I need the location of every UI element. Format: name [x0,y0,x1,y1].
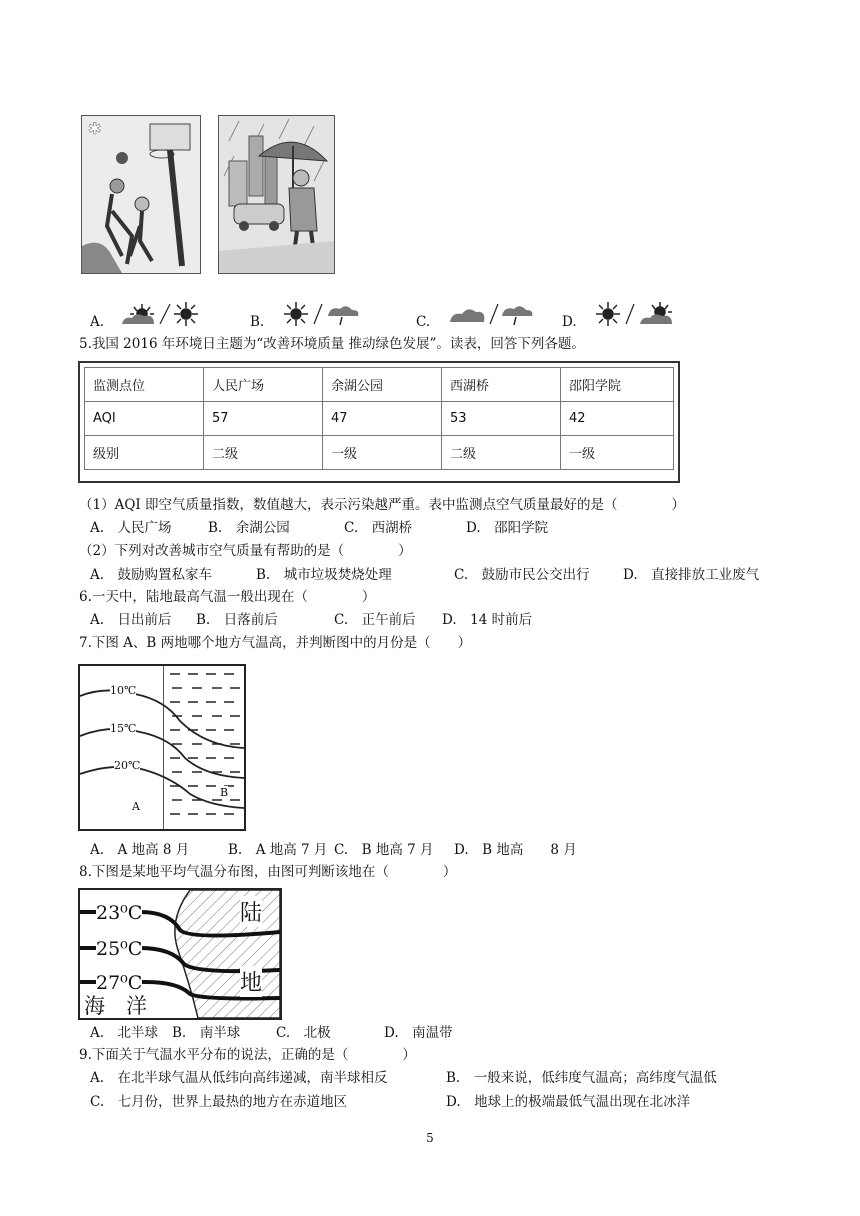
q8-stem: 8.下图是某地平均气温分布图，由图可判断该地在（ ） [79,864,457,880]
table-cell: 邵阳学院 [561,368,674,402]
q6-option-b[interactable]: B. 日落前后 [196,612,278,628]
table-cell: 47 [323,402,442,436]
q7-stem: 7.下图 A、B 两地哪个地方气温高，并判断图中的月份是（ ） [79,635,472,651]
q8-option-d[interactable]: D. 南温带 [384,1025,453,1041]
table-row [85,436,674,470]
q7-option-b[interactable]: B. A 地高 7 月 [228,842,328,858]
option-letter: C. [416,314,431,330]
table-cell: 人民广场 [204,368,323,402]
point-a-label: A [132,800,140,813]
aqi-table-frame [78,361,680,483]
isotherm-label-23: 23⁰C [96,902,143,924]
q5-sub2-option-d[interactable]: D. 直接排放工业废气 [623,567,760,583]
isotherm-label-20: 20℃ [114,759,141,772]
isotherm-label-10: 10℃ [110,684,137,697]
page-number: 5 [426,1131,434,1145]
aqi-table [84,367,674,470]
table-cell: 一级 [561,436,674,470]
q7-option-c[interactable]: C. B 地高 7 月 [334,842,434,858]
q5-sub1-option-a[interactable]: A. 人民广场 [90,520,172,536]
rain-scene-illustration [219,116,334,273]
q5-sub1-option-c[interactable]: C. 西湖桥 [344,520,413,536]
q8-option-c[interactable]: C. 北极 [276,1025,331,1041]
table-cell: AQI [85,402,204,436]
q5-sub2-option-b[interactable]: B. 城市垃圾焚烧处理 [256,567,392,583]
isotherm-label-25: 25⁰C [96,938,143,960]
q7-option-a[interactable]: A. A 地高 8 月 [90,842,190,858]
isotherm-label-15: 15℃ [110,722,137,735]
q6-option-c[interactable]: C. 正午前后 [334,612,416,628]
q9-option-b[interactable]: B. 一般来说，低纬度气温高；高纬度气温低 [446,1070,717,1086]
q5-sub1-option-d[interactable]: D. 邵阳学院 [466,520,549,536]
q7-option-d[interactable]: D. B 地高 8 月 [454,842,577,858]
q7-isotherm-figure [78,664,246,831]
q5-sub1: （1）AQI 即空气质量指数，数值越大，表示污染越严重。表中监测点空气质量最好的是（ ） [79,497,686,513]
option-letter: D. [562,314,577,330]
q8-option-b[interactable]: B. 南半球 [172,1025,241,1041]
land-label-1: 陆 [240,896,262,927]
q5-sub1-option-b[interactable]: B. 余湖公园 [208,520,290,536]
isotherm-diagram [80,666,244,829]
option-letter: A. [90,314,105,330]
isotherm-label-27: 27⁰C [96,972,143,994]
table-cell: 一级 [323,436,442,470]
sun-icon [174,302,198,326]
option-letter: B. [250,314,265,330]
q6-option-d[interactable]: D. 14 时前后 [442,612,533,628]
svg-text:✱: ✱ [88,119,102,138]
illustration-rain-umbrella [218,115,335,274]
q9-option-d[interactable]: D. 地球上的极端最低气温出现在北冰洋 [446,1094,691,1110]
cloud-icon [448,300,538,328]
illustration-basketball [81,115,201,274]
rain-cloud-icon [328,306,358,325]
q5-sub2-option-c[interactable]: C. 鼓励市民公交出行 [454,567,590,583]
ocean-label: 海 洋 [84,994,147,1018]
q8-option-a[interactable]: A. 北半球 [90,1025,159,1041]
q9-option-a[interactable]: A. 在北半球气温从低纬向高纬递减，南半球相反 [90,1070,388,1086]
table-cell: 级别 [85,436,204,470]
table-cell: 监测点位 [85,368,204,402]
table-row [85,402,674,436]
table-cell: 西湖桥 [442,368,561,402]
point-b-label: B [220,786,229,799]
table-cell: 53 [442,402,561,436]
land-label-2: 地 [240,966,262,997]
q5-stem: 5.我国 2016 年环境日主题为“改善环境质量 推动绿色发展”。读表，回答下列各题。 [79,336,585,352]
basketball-scene-illustration [82,116,200,273]
q6-stem: 6.一天中，陆地最高气温一般出现在（ ） [79,589,376,605]
q6-option-a[interactable]: A. 日出前后 [90,612,172,628]
q9-option-c[interactable]: C. 七月份，世界上最热的地方在赤道地区 [90,1094,348,1110]
table-cell: 57 [204,402,323,436]
q9-stem: 9.下面关于气温水平分布的说法，正确的是（ ） [79,1047,416,1063]
q5-sub2-option-a[interactable]: A. 鼓励购置私家车 [90,567,213,583]
sun-icon [594,300,684,328]
q8-temperature-figure [78,888,282,1020]
table-row [85,368,674,402]
table-cell: 二级 [442,436,561,470]
table-cell: 42 [561,402,674,436]
q5-sub2: （2）下列对改善城市空气质量有帮助的是（ ） [79,543,412,559]
rain-cloud-icon [502,306,532,325]
sun-icon [282,300,362,328]
cloudy-sun-icon [120,300,210,328]
table-cell: 二级 [204,436,323,470]
table-cell: 余湖公园 [323,368,442,402]
